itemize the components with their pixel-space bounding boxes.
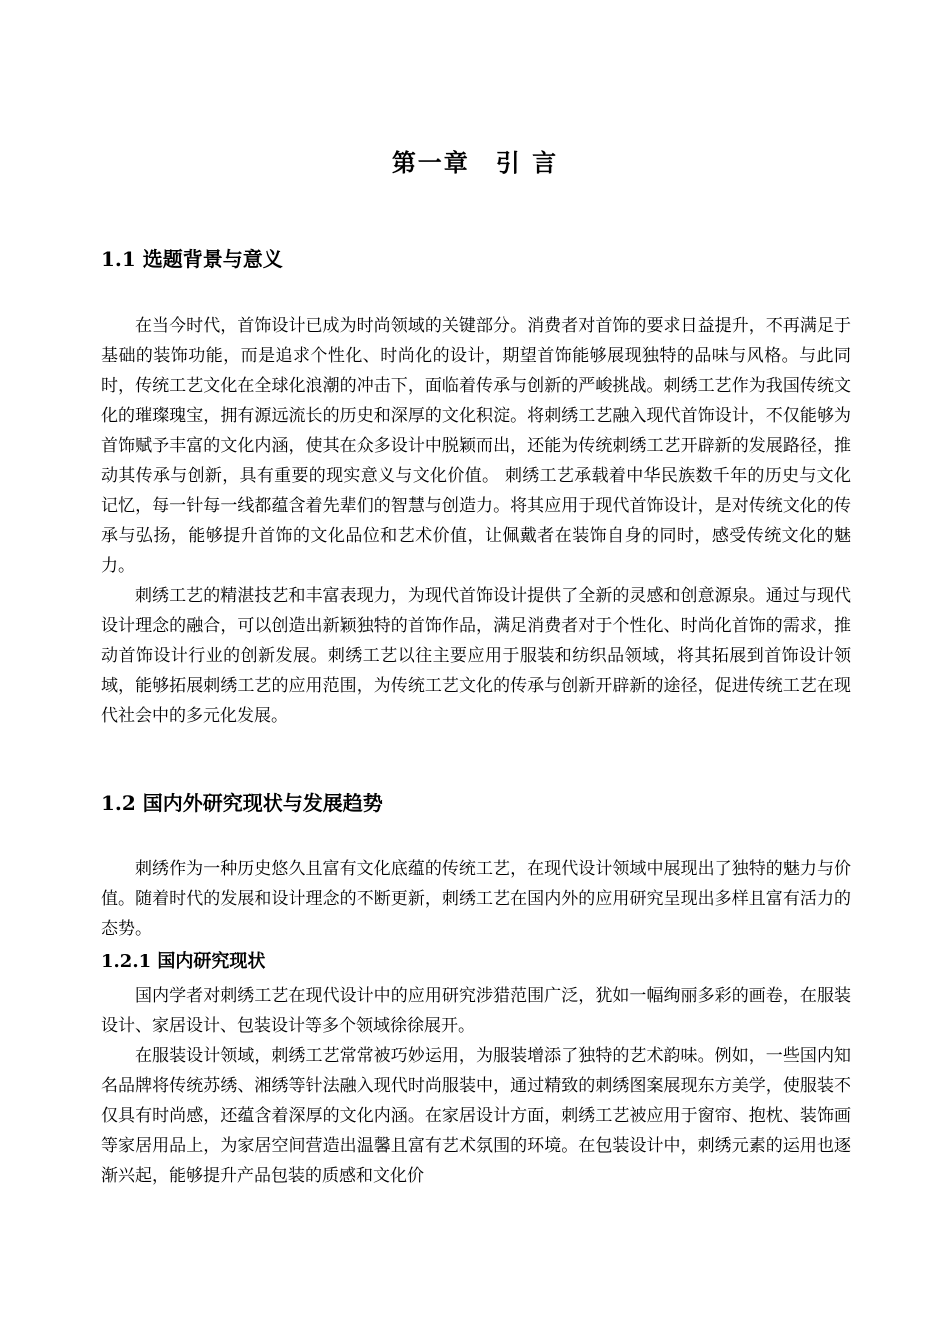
section-heading-1-1: 1.1 选题背景与意义 (101, 247, 283, 271)
subsection-heading-1-2-1: 1.2.1 国内研究现状 (101, 951, 266, 972)
chapter-title: 第一章 引 言 (391, 148, 559, 177)
section-1-1-body (101, 311, 851, 731)
paragraph: 在当今时代，首饰设计已成为时尚领域的关键部分。消费者对首饰的要求日益提升，不再满足于基础的装饰功能，而是追求个性化、时尚化的设计，期望首饰能够展现独特的品味与风格。与此同时，传统工艺文化在全球化浪潮的冲击下，面临着传承与创新的严峻挑战。刺绣工艺作为我国传统文化的璀璨瑰宝，拥有源远流长的历史和深厚的文化积淀。将刺绣工艺融入现代首饰设计，不仅能够为首饰赋予丰富的文化内涵，使其在众多设计中脱颖而出，还能为传统刺绣工艺开辟新的发展路径，推动其传承与创新，具有重要的现实意义与文化价值。 刺绣工艺承载着中华民族数千年的历史与文化记忆，每一针每一线都蕴含着先辈们的智慧与创造力。将其应用于现代首饰设计，是对传统文化的传承与弘扬，能够提升首饰的文化品位和艺术价值，让佩戴者在装饰自身的同时，感受传统文化的魅力。 (101, 316, 851, 576)
subsection-1-2-1-body (101, 981, 851, 1191)
section-1-2-body (101, 854, 851, 944)
section-heading-1-2: 1.2 国内外研究现状与发展趋势 (101, 791, 383, 815)
paragraph: 在服装设计领域，刺绣工艺常常被巧妙运用，为服装增添了独特的艺术韵味。例如，一些国内知名品牌将传统苏绣、湘绣等针法融入现代时尚服装中，通过精致的刺绣图案展现东方美学，使服装不仅具有时尚感，还蕴含着深厚的文化内涵。在家居设计方面，刺绣工艺被应用于窗帘、抱枕、装饰画等家居用品上，为家居空间营造出温馨且富有艺术氛围的环境。在包装设计中，刺绣元素的运用也逐渐兴起，能够提升产品包装的质感和文化价 (101, 1046, 851, 1186)
paragraph: 国内学者对刺绣工艺在现代设计中的应用研究涉猎范围广泛，犹如一幅绚丽多彩的画卷，在服装设计、家居设计、包装设计等多个领域徐徐展开。 (101, 986, 851, 1036)
paragraph: 刺绣作为一种历史悠久且富有文化底蕴的传统工艺，在现代设计领域中展现出了独特的魅力与价值。随着时代的发展和设计理念的不断更新，刺绣工艺在国内外的应用研究呈现出多样且富有活力的态势。 (101, 859, 851, 939)
paragraph: 刺绣工艺的精湛技艺和丰富表现力，为现代首饰设计提供了全新的灵感和创意源泉。通过与现代设计理念的融合，可以创造出新颖独特的首饰作品，满足消费者对于个性化、时尚化首饰的需求，推动首饰设计行业的创新发展。刺绣工艺以往主要应用于服装和纺织品领域，将其拓展到首饰设计领域，能够拓展刺绣工艺的应用范围，为传统工艺文化的传承与创新开辟新的途径，促进传统工艺在现代社会中的多元化发展。 (101, 586, 851, 726)
